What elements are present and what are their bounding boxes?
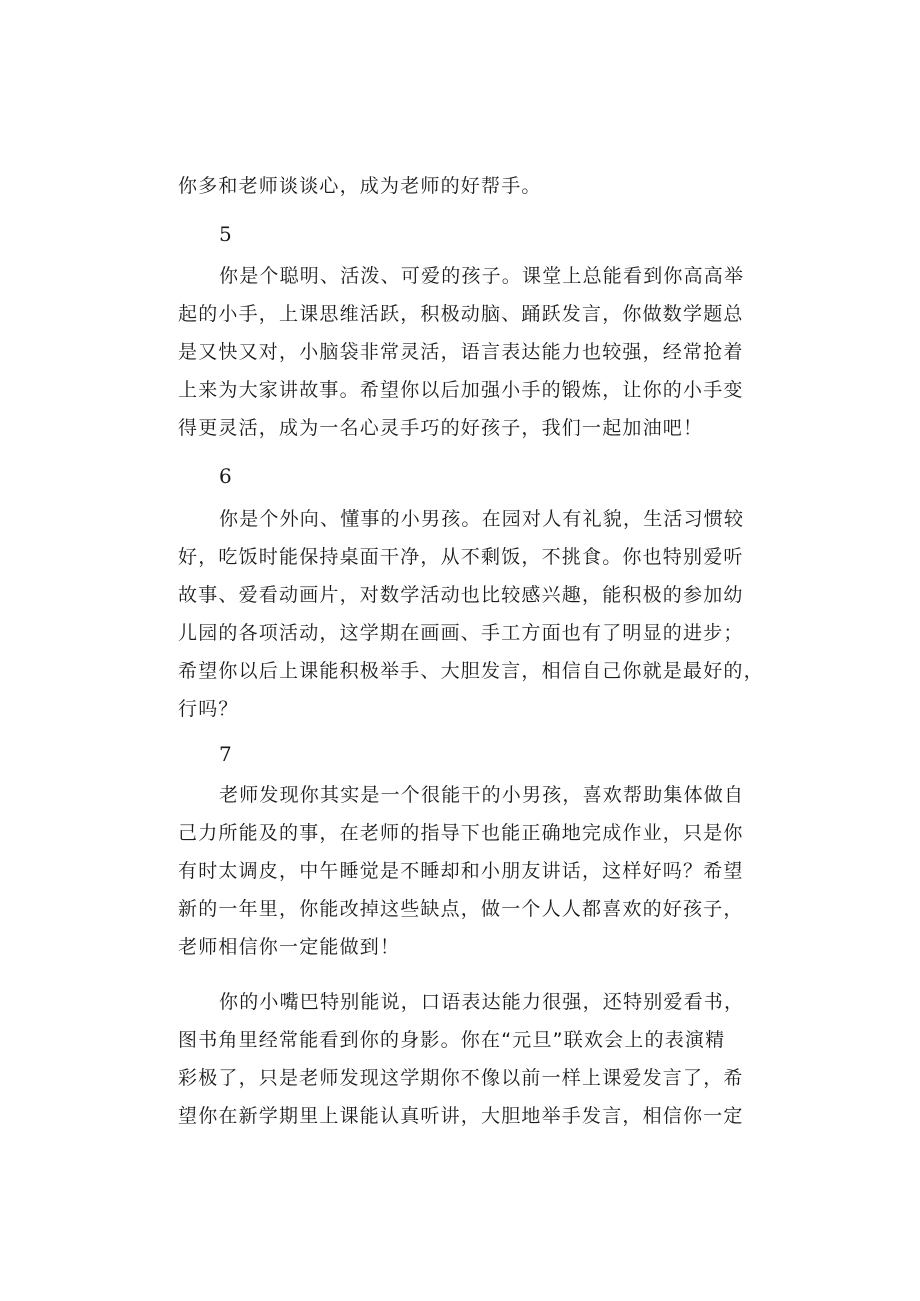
paragraph-line: 望你在新学期里上课能认真听讲，大胆地举手发言，相信你一定: [178, 1105, 744, 1127]
paragraph-line: 新的一年里，你能改掉这些缺点，做一个人人都喜欢的好孩子，: [178, 898, 744, 920]
paragraph-line: 得更灵活，成为一名心灵手巧的好孩子，我们一起加油吧！: [178, 417, 704, 439]
section-6-paragraph: [178, 500, 764, 728]
paragraph-line: 彩极了，只是老师发现这学期你不像以前一样上课爱发言了，希: [178, 1067, 744, 1089]
paragraph-line: 你是个聪明、活泼、可爱的孩子。课堂上总能看到你高高举: [219, 265, 745, 287]
paragraph-line: 老师发现你其实是一个很能干的小男孩，喜欢帮助集体做自: [219, 784, 745, 806]
paragraph-line: 起的小手，上课思维活跃，积极动脑、踊跃发言，你做数学题总: [178, 303, 744, 325]
paragraph-line: 行吗？: [178, 698, 239, 720]
paragraph-line: 儿园的各项活动，这学期在画画、手工方面也有了明显的进步；: [178, 622, 744, 644]
section-number-6: 6: [219, 464, 232, 488]
paragraph-line: 你是个外向、懂事的小男孩。在园对人有礼貌，生活习惯较: [219, 508, 745, 530]
paragraph-line: 是又快又对，小脑袋非常灵活，语言表达能力也较强，经常抢着: [178, 341, 744, 363]
paragraph-line: 上来为大家讲故事。希望你以后加强小手的锻炼，让你的小手变: [178, 379, 744, 401]
paragraph-line: 好，吃饭时能保持桌面干净，从不剩饭，不挑食。你也特别爱听: [178, 546, 744, 568]
bottom-paragraph: [178, 983, 758, 1135]
paragraph-line: 己力所能及的事，在老师的指导下也能正确地完成作业，只是你: [178, 822, 744, 844]
section-7-paragraph: [178, 776, 758, 966]
paragraph-line: 图书角里经常能看到你的身影。你在“元旦”联欢会上的表演精: [178, 1029, 726, 1051]
paragraph-line: 希望你以后上课能积极举手、大胆发言，相信自己你就是最好的，: [178, 660, 764, 682]
paragraph-line: 故事、爱看动画片，对数学活动也比较感兴趣，能积极的参加幼: [178, 584, 744, 606]
section-number-7: 7: [219, 742, 232, 766]
paragraph-line: 你的小嘴巴特别能说，口语表达能力很强，还特别爱看书，: [219, 991, 745, 1013]
paragraph-line: 你多和老师谈谈心，成为老师的好帮手。: [178, 175, 542, 197]
paragraph-line: 老师相信你一定能做到！: [178, 936, 401, 958]
section-number-5: 5: [219, 222, 232, 246]
section-5-paragraph: [178, 257, 758, 447]
paragraph-line: 有时太调皮，中午睡觉是不睡却和小朋友讲话，这样好吗？希望: [178, 860, 744, 882]
continuation-paragraph: [178, 167, 758, 205]
